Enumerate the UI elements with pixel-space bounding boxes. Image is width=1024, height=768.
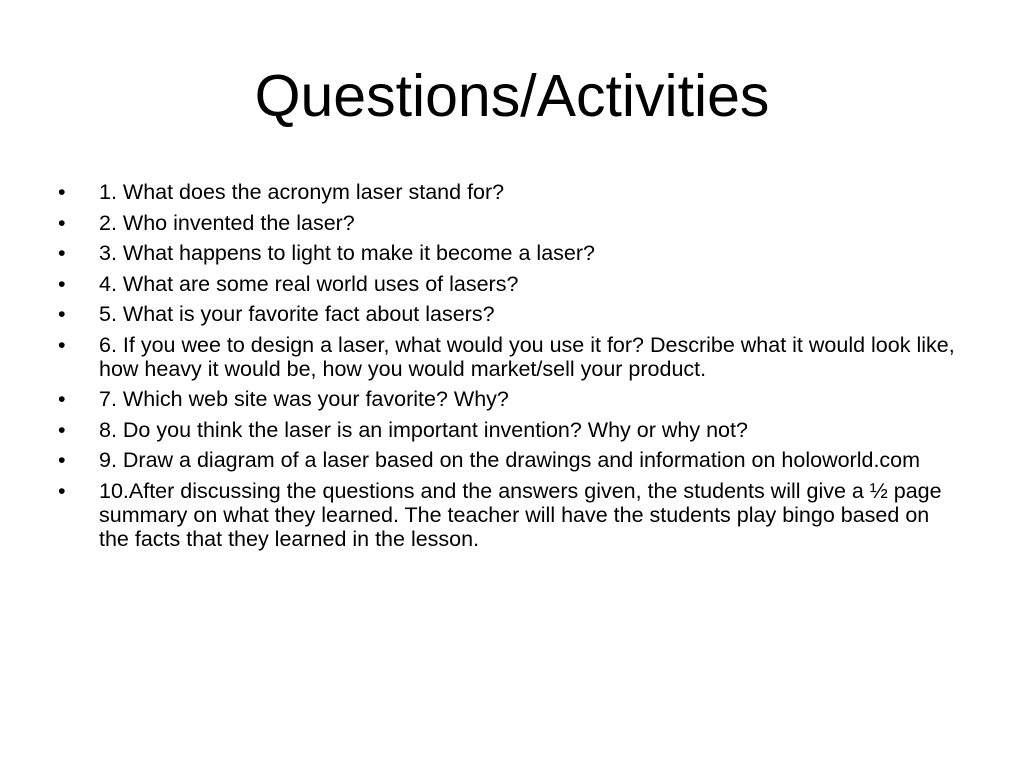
bullet-icon: • — [58, 180, 66, 204]
bullet-icon: • — [58, 332, 66, 357]
bullet-icon: • — [58, 417, 66, 442]
bullet-icon: • — [58, 271, 66, 296]
list-item — [58, 302, 958, 326]
list-item-text: 4. What are some real world uses of lasers? — [99, 271, 519, 296]
list-item — [58, 387, 958, 411]
list-item-text: 6. If you wee to design a laser, what would you use it for? Describe what it would look like, how heavy it would be, how you would market/sell your product. — [99, 332, 955, 381]
list-item-text: 2. Who invented the laser? — [99, 210, 355, 235]
list-item — [58, 180, 958, 204]
list-item-text: 1. What does the acronym laser stand for? — [99, 180, 505, 204]
bullet-icon: • — [58, 210, 66, 235]
list-item-text: 8. Do you think the laser is an important invention? Why or why not? — [99, 417, 748, 442]
list-item — [58, 272, 958, 296]
list-item — [58, 241, 958, 265]
bullet-list — [58, 180, 958, 557]
list-item-text: 3. What happens to light to make it become a laser? — [99, 241, 595, 265]
bullet-icon: • — [58, 478, 66, 503]
list-item-text: 5. What is your favorite fact about lasers? — [99, 302, 495, 326]
bullet-icon: • — [58, 448, 66, 472]
list-item-text: 9. Draw a diagram of a laser based on the drawings and information on holoworld.com — [99, 448, 921, 472]
list-item — [58, 479, 958, 551]
bullet-icon: • — [58, 241, 66, 265]
list-item — [58, 333, 958, 381]
list-item-text: 7. Which web site was your favorite? Why? — [99, 387, 509, 411]
list-item-text: 10.After discussing the questions and the answers given, the students will give a ½ page summary on what they learned. The teacher will have the students play bingo based on the facts that they learned in the lesson. — [99, 478, 942, 551]
bullet-icon: • — [58, 302, 66, 326]
list-item — [58, 448, 958, 472]
list-item — [58, 211, 958, 235]
list-item — [58, 418, 958, 442]
slide-title: Questions/Activities — [254, 63, 770, 129]
bullet-icon: • — [58, 387, 66, 411]
